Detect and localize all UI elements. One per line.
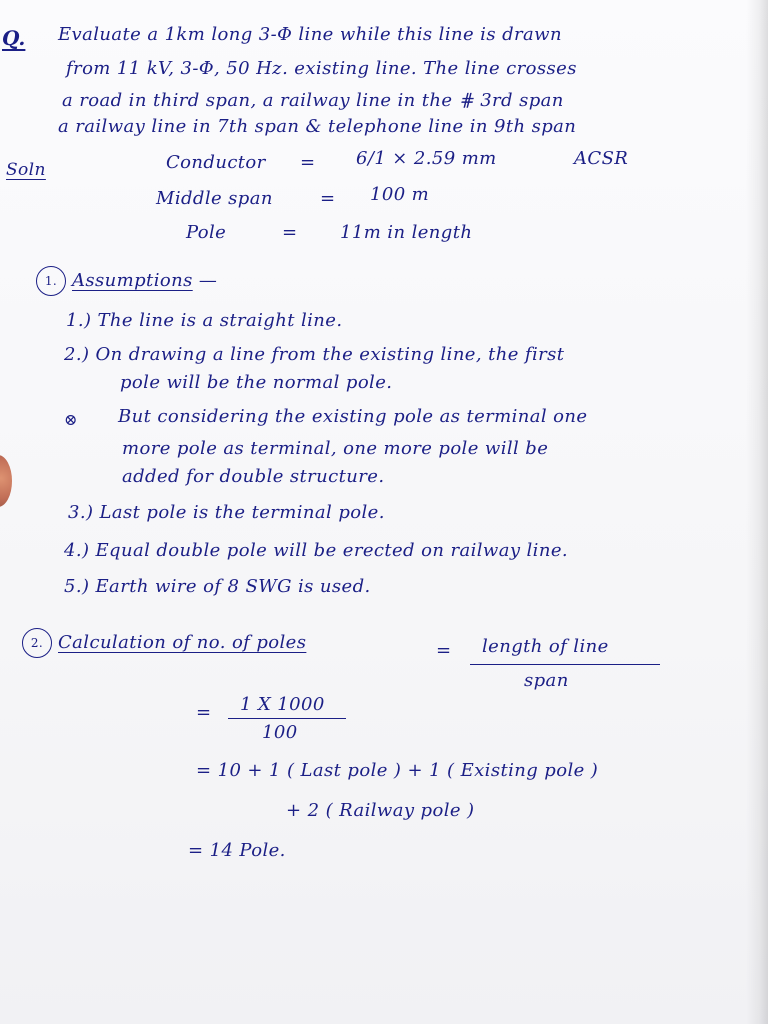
- conductor-eq: =: [300, 152, 316, 173]
- pole-value: 11m in length: [340, 222, 473, 243]
- calculation-heading: [22, 628, 306, 658]
- conductor-label: Conductor: [166, 152, 266, 173]
- assumption-item-2b: But considering the existing pole as terminal one: [118, 406, 588, 427]
- question-line-4: a railway line in 7th span & telephone line in 9th span: [58, 116, 577, 137]
- pole-label: Pole: [186, 222, 227, 243]
- calculation-number: 2.: [22, 628, 52, 658]
- calculation-rhs-numerator: length of line: [482, 636, 609, 657]
- assumptions-title: Assumptions: [72, 270, 193, 291]
- conductor-type: ACSR: [574, 148, 629, 169]
- assumptions-heading: [36, 266, 217, 296]
- step1-numerator: 1 X 1000: [240, 694, 325, 715]
- assumption-item-2b-cont-1: more pole as terminal, one more pole will be: [122, 438, 549, 459]
- conductor-value: 6/1 × 2.59 mm: [356, 148, 497, 169]
- calculation-eq: =: [436, 640, 452, 661]
- calculation-rhs-fraction-bar: [470, 664, 660, 665]
- calculation-title: Calculation of no. of poles: [58, 632, 307, 653]
- middle-span-value: 100 m: [370, 184, 430, 205]
- assumption-item-5: 5.) Earth wire of 8 SWG is used.: [64, 576, 371, 597]
- middle-span-eq: =: [320, 188, 336, 209]
- pole-eq: =: [282, 222, 298, 243]
- question-line-1: Evaluate a 1km long 3-Φ line while this line is drawn: [58, 24, 562, 45]
- calculation-rhs-denominator: span: [524, 670, 569, 691]
- step2-line: = 10 + 1 ( Last pole ) + 1 ( Existing pole ): [196, 760, 599, 781]
- step1-fraction-bar: [228, 718, 346, 719]
- solution-label: Soln: [6, 160, 46, 180]
- step1-denominator: 100: [262, 722, 298, 743]
- result-line: = 14 Pole.: [188, 840, 286, 861]
- assumptions-dash: —: [198, 270, 218, 291]
- question-line-2: from 11 kV, 3-Φ, 50 Hz. existing line. The line crosses: [66, 58, 577, 79]
- assumption-item-4: 4.) Equal double pole will be erected on railway line.: [64, 540, 569, 561]
- assumptions-number: 1.: [36, 266, 66, 296]
- assumption-item-1: 1.) The line is a straight line.: [66, 310, 343, 331]
- question-marker: Q.: [2, 26, 26, 50]
- assumption-item-2-cont: pole will be the normal pole.: [120, 372, 393, 393]
- thumb-photo-artifact: [0, 455, 12, 507]
- step3-line: + 2 ( Railway pole ): [286, 800, 475, 821]
- assumption-bullet: ⊗: [64, 410, 78, 429]
- assumption-item-3: 3.) Last pole is the terminal pole.: [68, 502, 385, 523]
- page-edge-shadow: [746, 0, 768, 1024]
- assumption-item-2b-cont-2: added for double structure.: [122, 466, 385, 487]
- question-line-3: a road in third span, a railway line in the ⋕ 3rd span: [62, 90, 564, 111]
- assumption-item-2: 2.) On drawing a line from the existing line, the first: [64, 344, 565, 365]
- middle-span-label: Middle span: [156, 188, 273, 209]
- step1-eq: =: [196, 702, 212, 723]
